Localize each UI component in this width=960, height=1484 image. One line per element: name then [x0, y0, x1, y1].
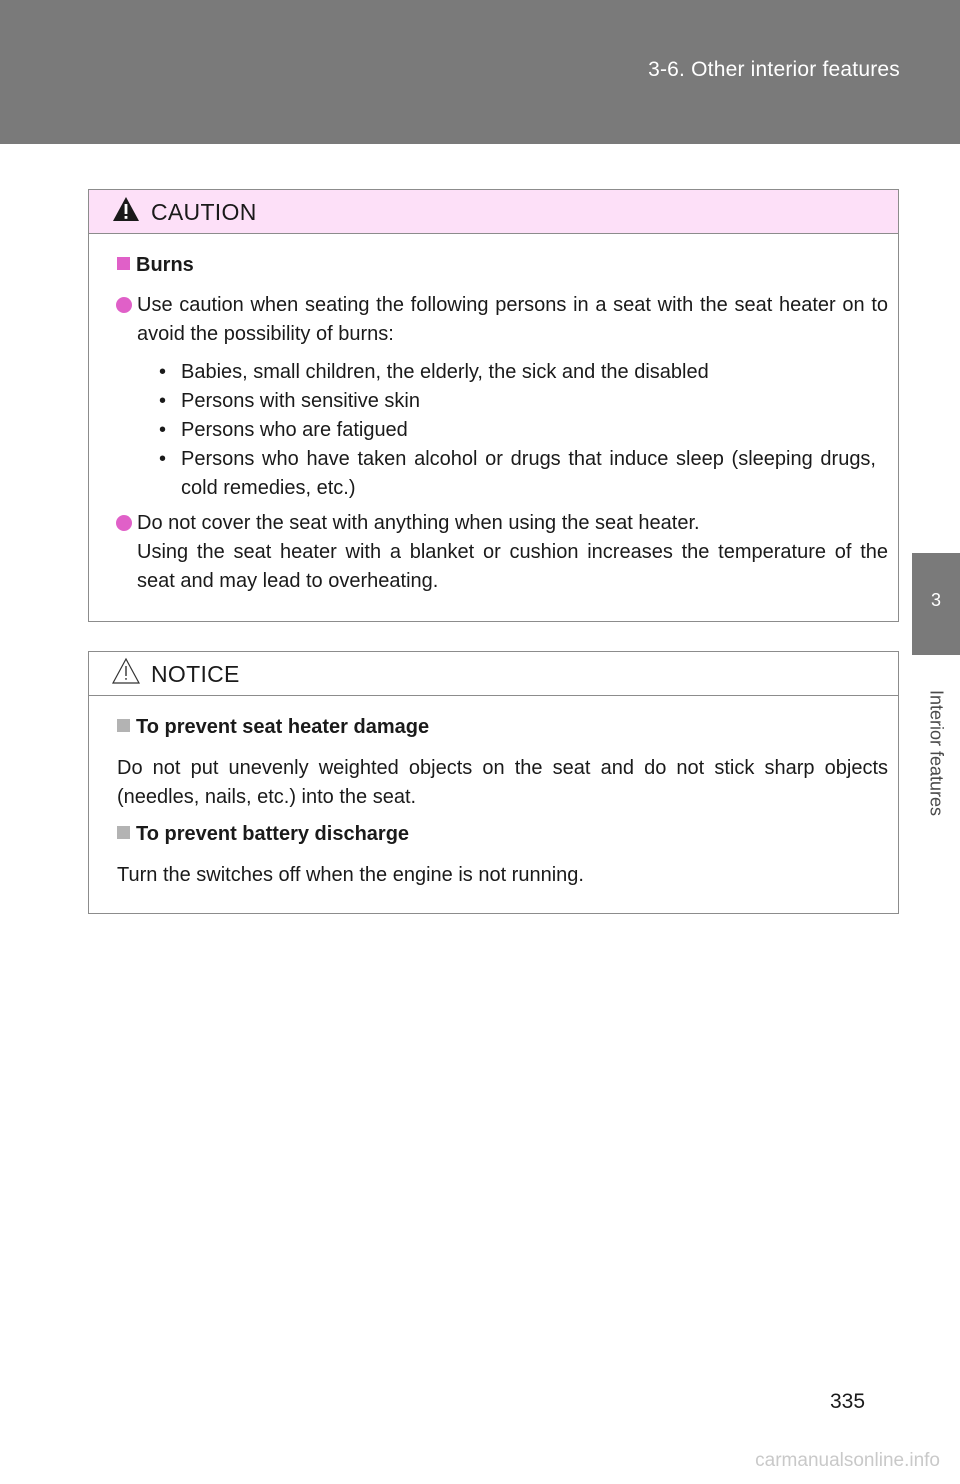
caution-heading: Burns [117, 254, 194, 277]
notice-header [89, 652, 898, 696]
notice-body-1: Do not put unevenly weighted objects on the seat and do not stick sharp objects (needles, nails, etc.) into the seat. [117, 757, 888, 808]
square-bullet-icon [117, 826, 130, 839]
chapter-tab-label-text: Interior features [926, 689, 947, 816]
page-header [0, 0, 960, 144]
notice-box [88, 651, 899, 914]
dot-bullet-icon: • [159, 390, 167, 412]
dot-bullet-icon: • [159, 361, 167, 383]
caution-subitem: • Persons with sensitive skin [159, 387, 876, 416]
dot-bullet-icon: • [159, 419, 167, 441]
caution-subitem: • Persons who are fatigued [159, 416, 876, 445]
circle-bullet-icon [116, 297, 132, 313]
caution-bullet-1: Use caution when seating the following persons in a seat with the seat heater on to avoid the possibility of burns: [137, 291, 888, 349]
watermark: carmanualsonline.info [755, 1450, 940, 1471]
page-number: 335 [830, 1390, 866, 1413]
caution-subitem: • Persons who have taken alcohol or drugs that induce sleep (sleeping drugs, cold remedies, etc.) [159, 445, 876, 503]
notice-body-2: Turn the switches off when the engine is not running. [117, 864, 584, 886]
square-bullet-icon [117, 719, 130, 732]
chapter-tab-label [912, 655, 960, 850]
square-bullet-icon [117, 257, 130, 270]
notice-title: NOTICE [151, 661, 240, 687]
circle-bullet-icon [116, 515, 132, 531]
caution-title: CAUTION [151, 199, 257, 225]
caution-bullet-2: Do not cover the seat with anything when using the seat heater. Using the seat heater with a blanket or cushion increases the temperature of the seat and may lead to overheating. [137, 509, 888, 596]
notice-heading-1: To prevent seat heater damage [117, 716, 429, 739]
dot-bullet-icon: • [159, 448, 167, 470]
notice-heading-2: To prevent battery discharge [117, 823, 409, 846]
section-title: 3-6. Other interior features [648, 58, 900, 81]
chapter-tab-number: 3 [912, 553, 960, 655]
warning-triangle-filled-icon [111, 195, 141, 223]
caution-header [89, 190, 898, 234]
caution-subitem: • Babies, small children, the elderly, the sick and the disabled [159, 358, 876, 387]
warning-triangle-outline-icon [111, 657, 141, 685]
caution-box [88, 189, 899, 622]
